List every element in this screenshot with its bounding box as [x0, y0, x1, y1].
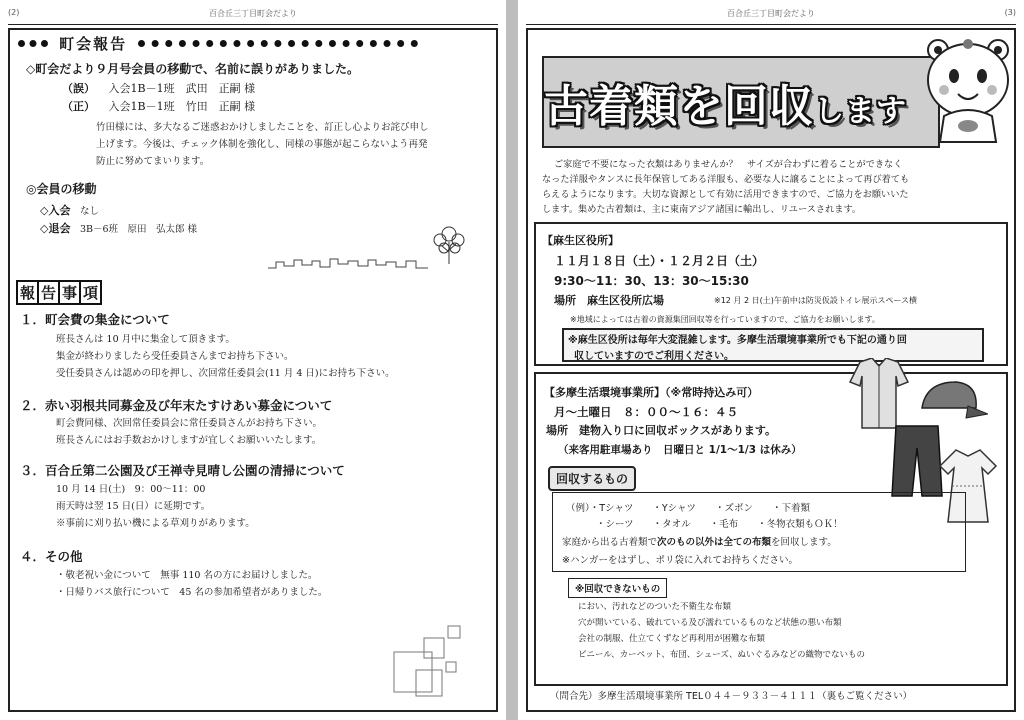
right-text: 入会1B－1班 竹田 正嗣 様 — [108, 100, 256, 113]
report-item-1-title: １．町会費の集金について — [20, 312, 170, 327]
report-item-4-line: ・敬老祝い金について 無事 110 名の方にお届けしました。 — [56, 570, 318, 581]
collect-line-1a: 家庭から出る古着類で — [562, 537, 658, 548]
wrong-text: 入会1B－1班 武田 正嗣 様 — [108, 82, 256, 95]
not-collect-label: ※回収できないもの — [568, 578, 667, 598]
dotted-bar — [18, 40, 48, 47]
leave-label: ◇退会 — [40, 222, 71, 235]
collect-line-1c: を回収します。 — [771, 537, 837, 548]
not-collect-line: 会社の制服、仕立てくずなど再利用が困難な布類 — [578, 634, 766, 644]
asao-times: 9:30～11：30、13：30～15:30 — [554, 274, 749, 288]
right-tag: （正） — [62, 100, 95, 113]
tama-days: 月～土曜日 ８：００～１６：４５ — [554, 405, 738, 419]
intro-line: らえるようになります。大切な資源として有効に活用できますので、ご協力をお願いいた — [542, 189, 909, 200]
right-entry — [62, 98, 255, 114]
correction-body-2: 上げます。今後は、チェック体制を強化し、同様の事態が起こらないよう再発 — [96, 139, 428, 150]
collect-examples-1: （例）・Tシャツ ・Yシャツ ・ズボン ・下着類 — [566, 503, 810, 514]
header-rule — [8, 24, 498, 25]
report-item-3-title: ３．百合丘第二公園及び王禅寺見晴し公園の清掃について — [20, 463, 345, 478]
title-main: 古着類を回収 — [544, 81, 814, 132]
report-title-char: 事 — [58, 280, 81, 305]
collection-title — [544, 70, 907, 134]
report-item-1-line: 班長さんは 10 月中に集金して頂きます。 — [56, 334, 235, 345]
asao-note-1: ※地域によっては古着の資源集団回収等を行っていますので、ご協力をお願いします。 — [570, 315, 880, 324]
report-item-3-line: ※事前に刈り払い機による草刈りがあります。 — [56, 518, 255, 529]
shirt-icon — [848, 358, 910, 432]
cap-icon — [916, 378, 988, 422]
tama-place: 場所 建物入り口に回収ボックスがあります。 — [546, 424, 777, 437]
report-item-1-line: 受任委員さんは認めの印を押し、次回常任委員会(11 月 4 日)にお持ち下さい。 — [56, 368, 395, 379]
skyline-decoration — [268, 256, 428, 270]
join-label: ◇入会 — [40, 204, 71, 217]
newsletter-title: 百合丘三丁目町会だより — [209, 9, 297, 18]
leave-value: 3B－6班 原田 弘太郎 様 — [79, 224, 198, 235]
header-rule — [526, 24, 1016, 25]
collect-label: 回収するもの — [548, 466, 636, 491]
asao-place: 場所 麻生区役所広場 — [554, 294, 664, 307]
not-collect-line: ビニール、カーペット、布団、シューズ、ぬいぐるみなどの織物でないもの — [578, 650, 866, 660]
asao-note-2b: 収していますのでご利用ください。 — [574, 351, 734, 362]
right-page — [518, 0, 1024, 720]
newsletter-title: 百合丘三丁目町会だより — [727, 9, 815, 18]
collect-examples-2: ・シーツ ・タオル ・毛布 ・冬物衣類もＯＫ！ — [596, 519, 843, 530]
collect-line-1 — [562, 534, 837, 548]
asao-place-note: ※12 月 2 日(土)午前中は防災仮設トイレ展示スペース横 — [714, 296, 918, 305]
join-value: なし — [79, 206, 99, 217]
report-item-2-line: 班長さんにはお手数おかけしますが宜しくお願いいたします。 — [56, 435, 322, 446]
correction-heading: ◇町会だより９月号会員の移動で、名前に誤りがありました。 — [26, 62, 359, 76]
tama-label: 【多摩生活環境事業所】（※常時持込み可） — [544, 386, 759, 399]
asao-dates: １１月１８日（土）・１２月２日（土） — [554, 254, 765, 268]
collect-line-1b: 次のもの以外は全ての布類 — [657, 537, 772, 548]
section-header — [18, 33, 418, 54]
tree-icon — [428, 222, 470, 266]
report-item-1-line: 集金が終わりましたら受任委員さんまでお持ち下さい。 — [56, 351, 294, 362]
page-number: (3) — [1004, 8, 1016, 17]
report-item-2-title: ２．赤い羽根共同募金及び年末たすけあい募金について — [20, 398, 333, 413]
correction-body-3: 防止に努めてまいります。 — [96, 156, 210, 167]
report-title-char: 告 — [37, 280, 60, 305]
collect-line-2: ※ハンガーをはずし、ポリ袋に入れてお持ちください。 — [562, 555, 798, 566]
report-item-2-line: 町会費同様、次回常任委員会に常任委員さんがお持ち下さい。 — [56, 418, 323, 429]
report-item-3-line: 雨天時は翌 15 日(日）に延期です。 — [56, 501, 211, 512]
left-page — [0, 0, 506, 720]
tama-note: （来客用駐車場あり 日曜日と 1/1～1/3 は休み） — [558, 444, 802, 456]
dotted-bar — [138, 40, 418, 47]
page-gutter — [506, 0, 518, 720]
page-number: (2) — [8, 8, 20, 17]
report-title-char: 報 — [16, 280, 39, 305]
asao-label: 【麻生区役所】 — [542, 234, 619, 247]
contact-info: （問合先）多摩生活環境事業所 TEL０４４－９３３－４１１１（裏もご覧ください） — [550, 691, 913, 702]
movement-leave — [40, 220, 197, 236]
report-title — [16, 280, 100, 305]
mascot-icon — [922, 34, 1014, 146]
report-item-4-line: ・日帰りバス旅行について 45 名の参加希望者がありました。 — [56, 587, 328, 598]
intro-line: ご家庭で不要になった衣類はありませんか？ サイズが合わずに着ることができなく — [554, 159, 903, 170]
asao-note-2a: ※麻生区役所は毎年大変混雑します。多摩生活環境事業所でも下記の通り回 — [568, 335, 907, 346]
squares-decoration — [388, 618, 468, 702]
report-item-3-line: 10 月 14 日(土) 9：00～11：00 — [56, 484, 206, 495]
not-collect-line: におい、汚れなどのついた不衛生な布類 — [578, 602, 732, 612]
report-title-char: 項 — [79, 280, 102, 305]
intro-line: します。集めた古着類は、主に東南アジア諸国に輸出し、リユースされます。 — [542, 204, 862, 215]
intro-line: なった洋服やタンスに長年保管してある洋服も、必要な人に譲ることによって再び着ても — [542, 174, 910, 185]
wrong-entry — [62, 80, 255, 96]
correction-body-1: 竹田様には、多大なるご迷惑おかけしましたことを、訂正し心よりお詫び申し — [96, 122, 429, 133]
movement-heading: ◎会員の移動 — [26, 182, 97, 196]
section-title: 町会報告 — [59, 35, 128, 53]
title-sub: します — [814, 94, 907, 129]
not-collect-line: 穴が開いている、破れている及び濡れているものなど状態の悪い布類 — [578, 618, 842, 628]
movement-join — [40, 202, 99, 218]
report-item-4-title: ４．その他 — [20, 549, 83, 564]
wrong-tag: （誤） — [62, 82, 95, 95]
